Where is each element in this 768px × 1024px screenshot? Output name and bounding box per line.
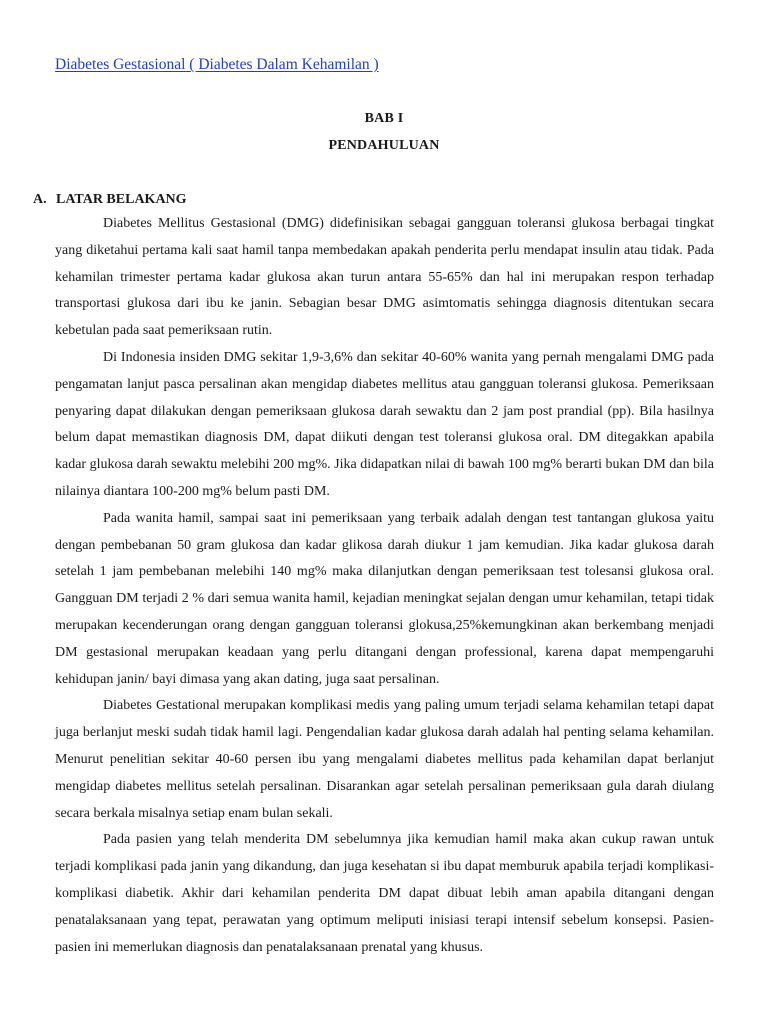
section-title: LATAR BELAKANG xyxy=(56,192,187,207)
paragraph: Diabetes Gestational merupakan komplikasi medis yang paling umum terjadi selama kehamilan tetapi dapat juga berlanjut meski sudah tidak hamil lagi. Pengendalian kadar glukosa darah adalah hal penting selama kehamilan. Menurut penelitian sekitar 40-60 persen ibu yang mengalami diabetes mellitus pada kehamilan dapat berlanjut mengidap diabetes mellitus setelah persalinan. Disarankan agar setelah persalinan pemeriksaan gula darah diulang secara berkala misalnya setiap enam bulan sekali. xyxy=(55,698,714,821)
section-number: A. xyxy=(33,192,47,207)
document-title-link[interactable]: Diabetes Gestasional ( Diabetes Dalam Kehamilan ) xyxy=(55,56,379,73)
paragraph: Pada wanita hamil, sampai saat ini pemeriksaan yang terbaik adalah dengan test tantangan glukosa yaitu dengan pembebanan 50 gram glukosa dan kadar glikosa darah diukur 1 jam kemudian. Jika kadar glukosa darah setelah 1 jam pembebanan melebihi 140 mg% maka dilanjutkan dengan pemeriksaan test tolesansi glukosa oral. Gangguan DM terjadi 2 % dari semua wanita hamil, kejadian meningkat sejalan dengan umur kehamilan, tetapi tidak merupakan kecenderungan orang dengan gangguan toleransi glokusa,25%kemungkinan akan berkembang menjadi DM gestasional merupakan keadaan yang perlu ditangani dengan professional, karena dapat mempengaruhi kehidupan janin/ bayi dimasa yang akan dating, juga saat persalinan. xyxy=(55,510,714,687)
paragraph: Di Indonesia insiden DMG sekitar 1,9-3,6% dan sekitar 40-60% wanita yang pernah mengalami DMG pada pengamatan lanjut pasca persalinan akan mengidap diabetes mellitus atau gangguan toleransi glukosa. Pemeriksaan penyaring dapat dilakukan dengan pemeriksaan glukosa darah sewaktu dan 2 jam post prandial (pp). Bila hasilnya belum dapat memastikan diagnosis DM, dapat diikuti dengan test toleransi glukosa oral. DM ditegakkan apabila kadar glukosa darah sewaktu melebihi 200 mg%. Jika didapatkan nilai di bawah 100 mg% berarti bukan DM dan bila nilainya diantara 100-200 mg% belum pasti DM. xyxy=(55,349,714,499)
paragraph: Pada pasien yang telah menderita DM sebelumnya jika kemudian hamil maka akan cukup rawan untuk terjadi komplikasi pada janin yang dikandung, dan juga kesehatan si ibu dapat memburuk apabila terjadi komplikasi-komplikasi diabetik. Akhir dari kehamilan penderita DM dapat dibuat lebih aman apabila ditangani dengan penatalaksanaan yang tepat, perawatan yang optimum meliputi inisiasi terapi intensif sebelum konsepsi. Pasien-pasien ini memerlukan diagnosis dan penatalaksanaan prenatal yang khusus. xyxy=(55,832,714,955)
paragraph: Diabetes Mellitus Gestasional (DMG) didefinisikan sebagai gangguan toleransi glukosa berbagai tingkat yang diketahui pertama kali saat hamil tanpa membedakan apakah penderita perlu mendapat insulin atau tidak. Pada kehamilan trimester pertama kadar glukosa akan turun antara 55-65% dan hal ini merupakan respon terhadap transportasi glukosa dari ibu ke janin. Sebagian besar DMG asimtomatis sehingga diagnosis ditentukan secara kebetulan pada saat pemeriksaan rutin. xyxy=(55,216,714,339)
chapter-number: BAB I xyxy=(364,111,404,126)
body-text xyxy=(55,211,714,961)
chapter-title: PENDAHULUAN xyxy=(328,138,440,153)
section-heading xyxy=(33,192,187,208)
